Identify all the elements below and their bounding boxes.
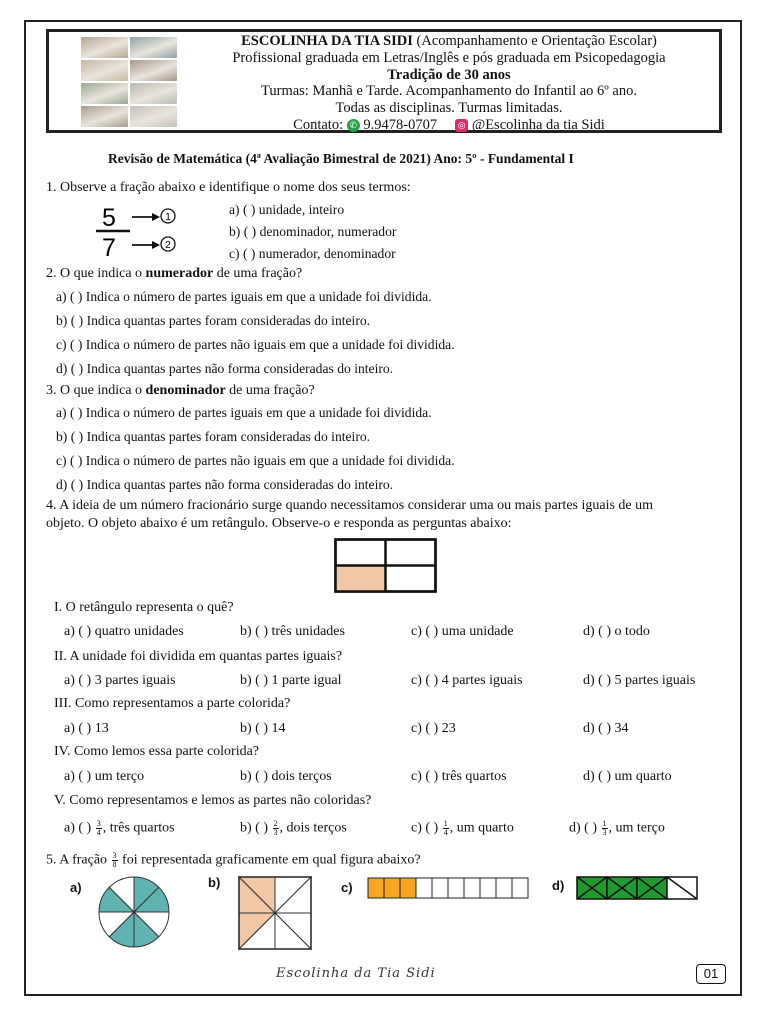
- school-photo: [81, 37, 128, 58]
- q3-text: [46, 383, 315, 399]
- fraction-num: 1: [443, 819, 448, 828]
- q4-iii-option-c[interactable]: c) ( ) 23: [411, 721, 456, 736]
- figure-b-square[interactable]: [237, 875, 313, 951]
- q2-option-a[interactable]: a) ( ) Indica o número de partes iguais em que a unidade foi dividida.: [56, 289, 432, 304]
- whatsapp-icon: ✆: [347, 119, 360, 132]
- q4-i-option-c[interactable]: c) ( ) uma unidade: [411, 624, 514, 639]
- q5-text: [46, 852, 421, 869]
- fraction: [96, 820, 102, 837]
- school-photo: [130, 83, 177, 104]
- q4-sub-ii: II. A unidade foi dividida em quantas partes iguais?: [54, 649, 343, 664]
- figure-a-circle[interactable]: [96, 874, 172, 950]
- q2-option-b[interactable]: b) ( ) Indica quantas partes foram consideradas do inteiro.: [56, 313, 371, 328]
- q4-ii-option-a[interactable]: a) ( ) 3 partes iguais: [64, 673, 176, 688]
- header-line-4: Turmas: Manhã e Tarde. Acompanhamento do Infantil ao 6º ano.: [261, 83, 637, 100]
- q4-ii-option-d[interactable]: d) ( ) 5 partes iguais: [583, 673, 696, 688]
- q4-sub-iii: III. Como representamos a parte colorida?: [54, 696, 291, 711]
- q4-iii-option-d[interactable]: d) ( ) 34: [583, 721, 629, 736]
- mark-1: 1: [165, 212, 171, 223]
- fraction-den: 3: [602, 828, 607, 837]
- q4-line-2: objeto. O objeto abaixo é um retângulo. Observe-o e responda as perguntas abaixo:: [46, 516, 512, 531]
- school-photo: [81, 106, 128, 127]
- school-photo: [130, 37, 177, 58]
- q3-post: de uma fração?: [225, 383, 315, 398]
- q3-option-c[interactable]: c) ( ) Indica o número de partes não iguais em que a unidade foi dividida.: [56, 453, 455, 468]
- q3-keyword: denominador: [145, 383, 226, 398]
- fraction: [602, 820, 608, 837]
- q4-line-1: 4. A ideia de um número fracionário surge quando necessitamos considerar uma ou mais partes iguais de um: [46, 498, 654, 513]
- q5-pre: 5. A fração: [46, 852, 111, 868]
- q3-option-a[interactable]: a) ( ) Indica o número de partes iguais em que a unidade foi dividida.: [56, 405, 432, 420]
- q5-fraction-den: 8: [112, 860, 117, 869]
- header-line-3: Tradição de 30 anos: [387, 66, 511, 83]
- bar-cell: [368, 878, 384, 898]
- option-reading: , três quartos: [102, 820, 175, 836]
- q2-text: [46, 266, 302, 282]
- rectangle-colored-part: [336, 566, 386, 592]
- fraction: [273, 820, 279, 837]
- q4-sub-v: V. Como representamos e lemos as partes não coloridas?: [54, 793, 372, 808]
- header-line-2: Profissional graduada em Letras/Inglês e pós graduada em Psicopedagogia: [232, 49, 666, 66]
- q2-option-c[interactable]: c) ( ) Indica o número de partes não iguais em que a unidade foi dividida.: [56, 337, 455, 352]
- rectangle-figure: [334, 538, 438, 594]
- school-photo: [81, 83, 128, 104]
- q1-option-b[interactable]: b) ( ) denominador, numerador: [229, 224, 397, 239]
- page-frame: [24, 20, 742, 996]
- option-prefix: c) ( ): [411, 820, 442, 836]
- q2-post: de uma fração?: [213, 266, 303, 281]
- contact-label: Contato:: [293, 116, 344, 133]
- q4-sub-i: I. O retângulo representa o quê?: [54, 600, 234, 615]
- header-line-5: Todas as disciplinas. Turmas limitadas.: [335, 100, 563, 117]
- option-prefix: b) ( ): [240, 820, 272, 836]
- q1-text: 1. Observe a fração abaixo e identifique o nome dos seus termos:: [46, 180, 411, 195]
- school-photo: [81, 60, 128, 81]
- fraction-num: 2: [273, 819, 278, 828]
- figure-d-label[interactable]: d): [552, 878, 565, 893]
- q4-ii-option-c[interactable]: c) ( ) 4 partes iguais: [411, 673, 523, 688]
- fraction-numerator: 5: [102, 204, 116, 232]
- bar-cell: [384, 878, 400, 898]
- option-reading: , dois terços: [279, 820, 347, 836]
- q2-option-d[interactable]: d) ( ) Indica quantas partes não forma consideradas do inteiro.: [56, 361, 394, 376]
- figure-b-label[interactable]: b): [208, 875, 221, 890]
- mark-2: 2: [165, 240, 171, 251]
- q4-ii-option-b[interactable]: b) ( ) 1 parte igual: [240, 673, 342, 688]
- q4-i-option-d[interactable]: d) ( ) o todo: [583, 624, 650, 639]
- q2-pre: 2. O que indica o: [46, 266, 146, 281]
- signature: Escolinha da Tia Sidi: [276, 966, 436, 981]
- q4-sub-iv: IV. Como lemos essa parte colorida?: [54, 744, 260, 759]
- bar-cell: [480, 878, 496, 898]
- phone-number: 9.9478-0707: [363, 116, 438, 133]
- q5-fraction: [112, 852, 118, 869]
- q4-i-option-a[interactable]: a) ( ) quatro unidades: [64, 624, 184, 639]
- q1-option-c[interactable]: c) ( ) numerador, denominador: [229, 246, 396, 261]
- q3-option-d[interactable]: d) ( ) Indica quantas partes não forma consideradas do inteiro.: [56, 477, 394, 492]
- q4-v-option-c[interactable]: [411, 820, 514, 837]
- q4-iv-option-c[interactable]: c) ( ) três quartos: [411, 769, 507, 784]
- contact-line: [184, 117, 714, 134]
- bar-cell: [512, 878, 528, 898]
- q5-fraction-num: 3: [112, 851, 117, 860]
- school-photo: [130, 60, 177, 81]
- option-prefix: d) ( ): [569, 820, 601, 836]
- q4-iii-option-b[interactable]: b) ( ) 14: [240, 721, 286, 736]
- bar-cell: [496, 878, 512, 898]
- school-subtitle: (Acompanhamento e Orientação Escolar): [412, 33, 657, 49]
- bar-cell: [432, 878, 448, 898]
- fraction-diagram: [90, 200, 190, 262]
- q4-v-option-b[interactable]: [240, 820, 347, 837]
- figure-c-label[interactable]: c): [341, 880, 353, 895]
- school-photos: [81, 37, 177, 127]
- page-number: 01: [696, 964, 726, 984]
- q4-iii-option-a[interactable]: a) ( ) 13: [64, 721, 109, 736]
- school-name: ESCOLINHA DA TIA SIDI: [241, 33, 413, 49]
- fraction-denominator: 7: [102, 234, 116, 262]
- option-reading: , um terço: [608, 820, 665, 836]
- q3-pre: 3. O que indica o: [46, 383, 146, 398]
- school-header: [46, 29, 722, 133]
- option-reading: , um quarto: [449, 820, 514, 836]
- q1-option-a[interactable]: a) ( ) unidade, inteiro: [229, 202, 345, 217]
- fraction-den: 3: [273, 828, 278, 837]
- q2-keyword: numerador: [145, 266, 214, 281]
- figure-a-label[interactable]: a): [70, 880, 82, 895]
- q5-post: foi representada graficamente em qual figura abaixo?: [118, 852, 421, 868]
- option-prefix: a) ( ): [64, 820, 95, 836]
- figure-d-triangles[interactable]: [575, 875, 699, 901]
- fraction-num: 3: [96, 819, 101, 828]
- header-text: [184, 33, 714, 134]
- q4-iv-option-d[interactable]: d) ( ) um quarto: [583, 769, 672, 784]
- bar-cell: [400, 878, 416, 898]
- school-photo: [130, 106, 177, 127]
- q4-iv-option-a[interactable]: a) ( ) um terço: [64, 769, 145, 784]
- fraction-den: 4: [443, 828, 448, 837]
- q3-option-b[interactable]: b) ( ) Indica quantas partes foram consideradas do inteiro.: [56, 429, 371, 444]
- bar-cell: [464, 878, 480, 898]
- bar-cell: [448, 878, 464, 898]
- bar-cell: [416, 878, 432, 898]
- instagram-icon: ◎: [455, 119, 468, 132]
- arrow-2-head: [152, 241, 160, 249]
- fraction-num: 1: [602, 819, 607, 828]
- q4-v-option-d[interactable]: [569, 820, 665, 837]
- instagram-handle: @Escolinha da tia Sidi: [471, 116, 605, 133]
- figure-c-bar[interactable]: [366, 876, 532, 900]
- q4-iv-option-b[interactable]: b) ( ) dois terços: [240, 769, 332, 784]
- arrow-1-head: [152, 213, 160, 221]
- fraction-den: 4: [96, 828, 101, 837]
- fraction: [443, 820, 449, 837]
- worksheet-title: Revisão de Matemática (4ª Avaliação Bimestral de 2021) Ano: 5º - Fundamental I: [108, 151, 574, 166]
- q4-v-option-a[interactable]: [64, 820, 175, 837]
- q4-i-option-b[interactable]: b) ( ) três unidades: [240, 624, 345, 639]
